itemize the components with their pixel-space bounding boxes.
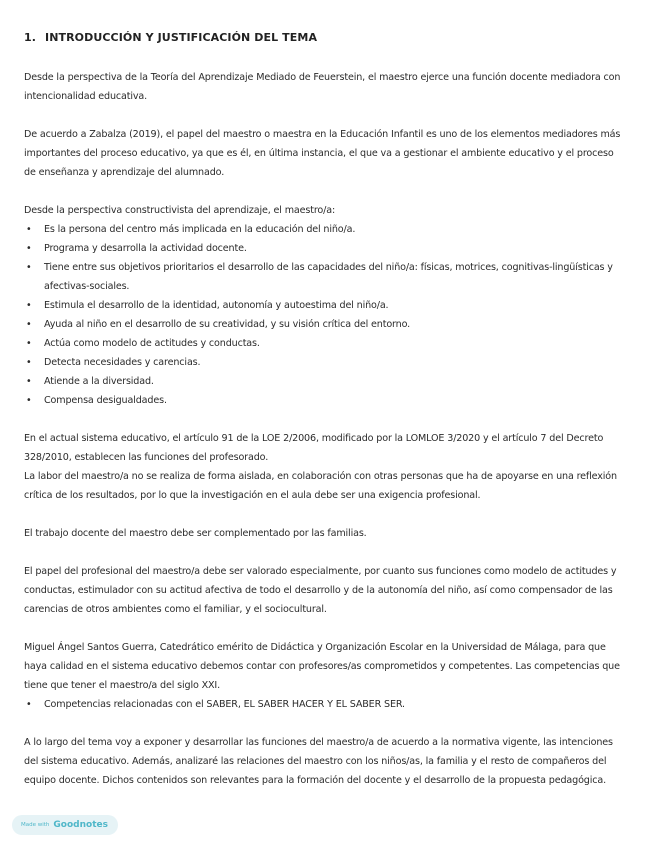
paragraph-santos-guerra: Miguel Ángel Santos Guerra, Catedrático emérito de Didáctica y Organización Escolar en la Universidad de Málaga, para que haya calidad en el sistema educativo debemos contar con profesores/as comprometidos y competentes. Las competencias que tiene que tener el maestro/a del siglo XXI. [24,642,620,691]
bullet-icon: • [26,262,32,273]
bullet-icon: • [26,395,32,406]
list-item: • Competencias relacionadas con el SABER, EL SABER HACER Y EL SABER SER. [24,695,626,714]
paragraph-role-value: El papel del profesional del maestro/a debe ser valorado especialmente, por cuanto sus funciones como modelo de actitudes y conductas, estimulador con su actitud afectiva de todo el desarrollo y de la autonomía del niño, así como compensador de las carencias de otros ambientes como el familiar, y el sociocultural. [24,566,617,615]
badge-brand: Goodnotes [53,820,108,830]
list-item: • Atiende a la diversidad. [24,372,626,391]
bullet-icon: • [26,243,32,254]
list-item: • Tiene entre sus objetivos prioritarios el desarrollo de las capacidades del niño/a: físicas, motrices, cognitivas-lingüísticas y afectivas-sociales. [24,258,626,296]
bullet-icon: • [26,338,32,349]
section-heading [24,31,317,44]
bullet-icon: • [26,357,32,368]
paragraph-constructivist-intro: Desde la perspectiva constructivista del aprendizaje, el maestro/a: [24,205,336,216]
list-item: • Programa y desarrolla la actividad docente. [24,239,626,258]
bullet-icon: • [26,376,32,387]
list-item: • Detecta necesidades y carencias. [24,353,626,372]
list-item: • Estimula el desarrollo de la identidad, autonomía y autoestima del niño/a. [24,296,626,315]
paragraph-topic-overview: A lo largo del tema voy a exponer y desarrollar las funciones del maestro/a de acuerdo a la normativa vigente, las intenciones del sistema educativo. Además, analizaré las relaciones del maestro con los niños/as, la familia y el resto de compañeros del equipo docente. Dichos contenidos son relevantes para la formación del docente y el desarrollo de la propuesta pedagógica. [24,737,613,786]
section-number: 1. [24,31,37,44]
paragraph-families: El trabajo docente del maestro debe ser complementado por las familias. [24,528,367,539]
paragraph-zabalza: De acuerdo a Zabalza (2019), el papel del maestro o maestra en la Educación Infantil es uno de los elementos mediadores más importantes del proceso educativo, ya que es él, en última instancia, el que va a gestionar el ambiente educativo y el proceso de enseñanza y aprendizaje del alumnado. [24,129,621,178]
bullet-icon: • [26,699,32,710]
competencies-list [24,695,626,714]
bullet-icon: • [26,319,32,330]
roles-list [24,220,626,410]
paragraph-legal-framework: En el actual sistema educativo, el artículo 91 de la LOE 2/2006, modificado por la LOMLOE 3/2020 y el artículo 7 del Decreto 328/2010, establecen las funciones del profesorado. [24,433,604,463]
list-item: • Es la persona del centro más implicada en la educación del niño/a. [24,220,626,239]
paragraph-feuerstein: Desde la perspectiva de la Teoría del Aprendizaje Mediado de Feuerstein, el maestro ejerce una función docente mediadora con intencionalidad educativa. [24,72,621,102]
list-item: • Compensa desigualdades. [24,391,626,410]
paragraph-collaboration: La labor del maestro/a no se realiza de forma aislada, en colaboración con otras personas que ha de apoyarse en una reflexión crítica de los resultados, por lo que la investigación en el aula debe ser una exigencia profesional. [24,471,617,501]
list-item: • Ayuda al niño en el desarrollo de su creatividad, y su visión crítica del entorno. [24,315,626,334]
badge-prefix: Made with [21,822,50,828]
bullet-icon: • [26,224,32,235]
section-title: INTRODUCCIÓN Y JUSTIFICACIÓN DEL TEMA [45,31,318,44]
bullet-icon: • [26,300,32,311]
goodnotes-badge[interactable] [12,815,118,835]
document-body [24,68,626,809]
list-item: • Actúa como modelo de actitudes y conductas. [24,334,626,353]
